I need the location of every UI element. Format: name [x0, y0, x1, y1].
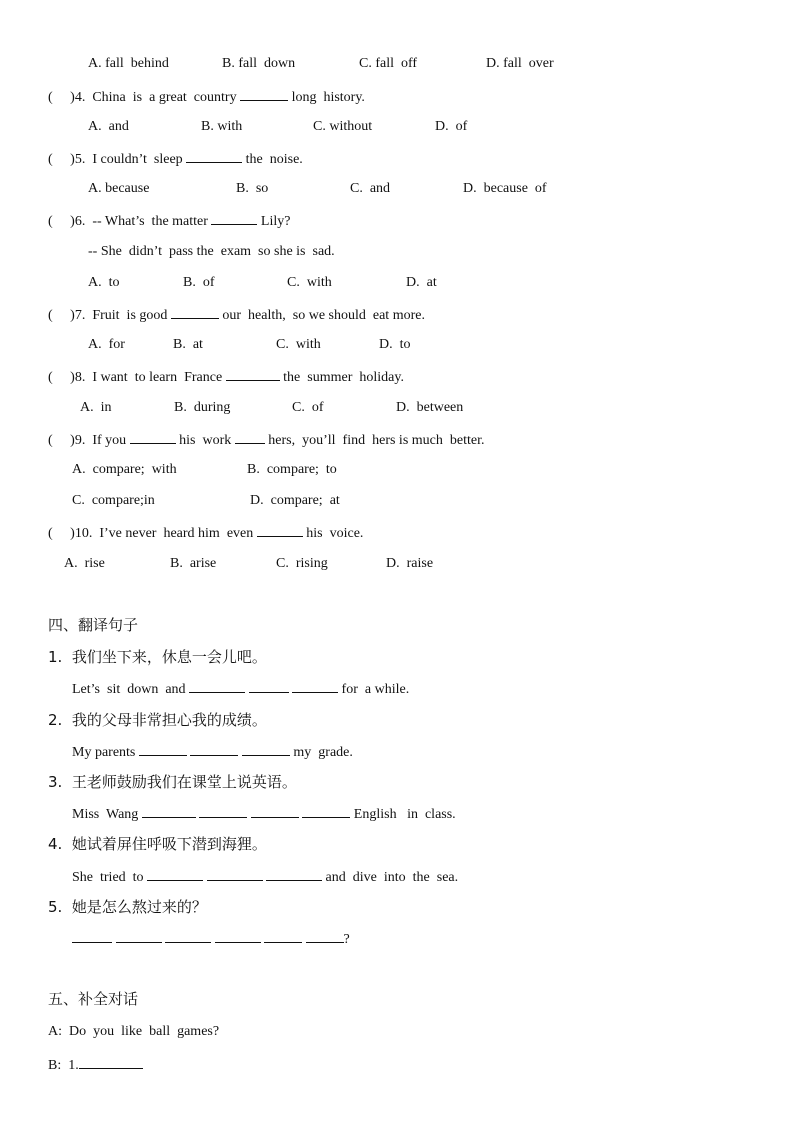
answer-blank[interactable]	[189, 679, 245, 693]
answer-blank[interactable]	[257, 523, 303, 537]
question-9	[48, 430, 484, 450]
q5-option-c: C. and	[350, 181, 391, 196]
answer-blank[interactable]	[142, 804, 196, 818]
q10-option-d: D. raise	[386, 556, 434, 571]
translate-5-chinese: 5. 她是怎么熬过来的？	[48, 898, 207, 916]
q6-option-b: B. of	[183, 275, 215, 290]
question-8-text: ( )8. I want to learn France	[48, 370, 223, 385]
answer-blank[interactable]	[215, 929, 261, 943]
answer-blank[interactable]	[116, 929, 162, 943]
q9-option-a: A. compare; with	[72, 462, 177, 477]
q7-option-c: C. with	[276, 337, 321, 352]
question-4	[48, 87, 365, 107]
question-10	[48, 523, 363, 543]
q6-option-a: A. to	[88, 275, 120, 290]
q3-option-a: A. fall behind	[88, 56, 169, 71]
q8-option-c: C. of	[292, 400, 324, 415]
answer-blank[interactable]	[266, 867, 322, 881]
answer-blank[interactable]	[242, 742, 290, 756]
answer-blank[interactable]	[147, 867, 203, 881]
translate-1-english: Let’s sit down and for a while.	[72, 679, 409, 699]
question-6-reply: -- She didn’t pass the exam so she is sad.	[88, 244, 335, 259]
q7-option-b: B. at	[173, 337, 203, 352]
answer-blank[interactable]	[211, 211, 257, 225]
question-5-suffix: the noise.	[245, 152, 303, 167]
q6-option-d: D. at	[406, 275, 437, 290]
q4-option-d: D. of	[435, 119, 468, 134]
question-8	[48, 367, 404, 387]
question-4-suffix: long history.	[291, 90, 365, 105]
q10-option-c: C. rising	[276, 556, 328, 571]
translate-3-english: Miss Wang English in class.	[72, 804, 456, 824]
answer-blank[interactable]	[226, 367, 280, 381]
q5-option-a: A. because	[88, 181, 150, 196]
q5-option-d: D. because of	[463, 181, 547, 196]
q10-option-b: B. arise	[170, 556, 217, 571]
translate-4-english: She tried to and dive into the sea.	[72, 867, 458, 887]
q8-option-b: B. during	[174, 400, 231, 415]
section-5-title: 五、补全对话	[48, 990, 139, 1008]
question-10-suffix: his voice.	[306, 526, 364, 541]
q4-option-a: A. and	[88, 119, 129, 134]
q8-option-d: D. between	[396, 400, 464, 415]
dialogue-a-1: A: Do you like ball games?	[48, 1024, 220, 1039]
section-4-title: 四、翻译句子	[48, 616, 139, 634]
q4-option-b: B. with	[201, 119, 243, 134]
q7-option-a: A. for	[88, 337, 125, 352]
translate-4-chinese: 4. 她试着屏住呼吸下潜到海狸。	[48, 835, 267, 853]
answer-blank[interactable]	[292, 679, 338, 693]
translate-5-english: ?	[72, 929, 350, 949]
answer-blank[interactable]	[249, 679, 289, 693]
q7-option-d: D. to	[379, 337, 411, 352]
answer-blank[interactable]	[302, 804, 350, 818]
question-10-text: ( )10. I’ve never heard him even	[48, 526, 254, 541]
answer-blank[interactable]	[199, 804, 247, 818]
answer-blank[interactable]	[139, 742, 187, 756]
answer-blank[interactable]	[251, 804, 299, 818]
question-6-suffix: Lily?	[260, 214, 291, 229]
q6-option-c: C. with	[287, 275, 332, 290]
q9-option-d: D. compare; at	[250, 493, 340, 508]
q9-option-b: B. compare; to	[247, 462, 337, 477]
question-9-mid: his work	[179, 433, 232, 448]
answer-blank[interactable]	[165, 929, 211, 943]
question-7-text: ( )7. Fruit is good	[48, 308, 168, 323]
q8-option-a: A. in	[80, 400, 112, 415]
answer-blank[interactable]	[79, 1055, 143, 1069]
question-9-suffix: hers, you’ll find hers is much better.	[268, 433, 485, 448]
question-6	[48, 211, 290, 231]
q9-option-c: C. compare;in	[72, 493, 155, 508]
q3-option-c: C. fall off	[359, 56, 418, 71]
translate-3-chinese: 3. 王老师鼓励我们在课堂上说英语。	[48, 773, 297, 791]
dialogue-b-1: B: 1.	[48, 1055, 143, 1075]
question-6-text: ( )6. -- What’s the matter	[48, 214, 208, 229]
answer-blank[interactable]	[306, 929, 344, 943]
answer-blank[interactable]	[171, 305, 219, 319]
answer-blank[interactable]	[240, 87, 288, 101]
q5-option-b: B. so	[236, 181, 269, 196]
question-5-text: ( )5. I couldn’t sleep	[48, 152, 183, 167]
answer-blank[interactable]	[235, 430, 265, 444]
q3-option-b: B. fall down	[222, 56, 296, 71]
answer-blank[interactable]	[130, 430, 176, 444]
question-5	[48, 149, 303, 169]
question-4-text: ( )4. China is a great country	[48, 90, 237, 105]
answer-blank[interactable]	[190, 742, 238, 756]
question-9-text: ( )9. If you	[48, 433, 127, 448]
translate-2-chinese: 2. 我的父母非常担心我的成绩。	[48, 711, 267, 729]
answer-blank[interactable]	[72, 929, 112, 943]
translate-2-english: My parents my grade.	[72, 742, 353, 762]
q10-option-a: A. rise	[64, 556, 105, 571]
question-7	[48, 305, 425, 325]
answer-blank[interactable]	[264, 929, 302, 943]
answer-blank[interactable]	[207, 867, 263, 881]
answer-blank[interactable]	[186, 149, 242, 163]
q3-option-d: D. fall over	[486, 56, 554, 71]
question-8-suffix: the summer holiday.	[283, 370, 404, 385]
translate-1-chinese: 1. 我们坐下来，休息一会儿吧。	[48, 648, 267, 666]
q4-option-c: C. without	[313, 119, 373, 134]
question-7-suffix: our health, so we should eat more.	[222, 308, 425, 323]
